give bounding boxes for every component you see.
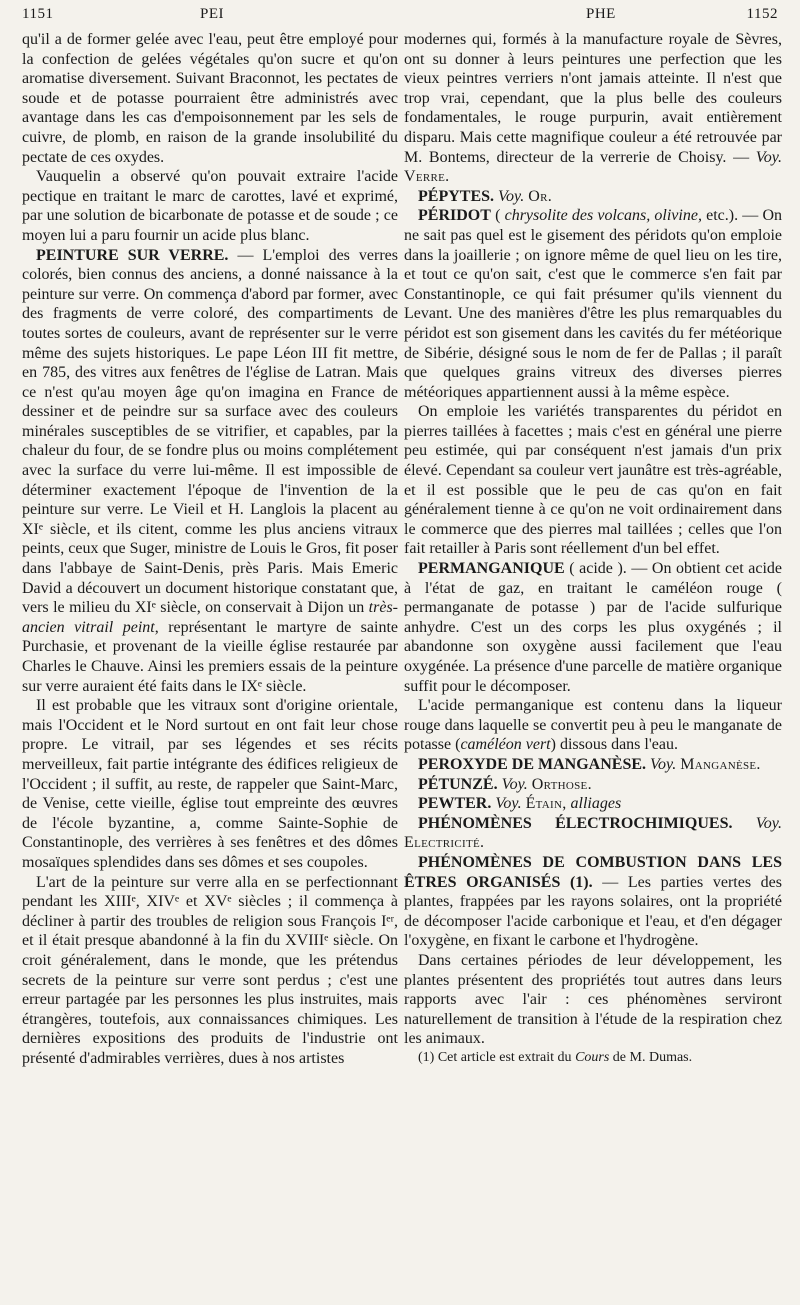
paragraph [404,951,782,1049]
left-keyword: PEI [200,6,224,22]
paragraph-text: etc.). — On ne sait pas quel est le gisement des péridots qu'on emploie dans la joaillerie ; on ignore même de quel lieu on les tire, et tout ce qu'on sait, c'est que le commerce s'en fait par Constantinople, ce qui fait présumer qu'ils viennent du Levant. Une des manières d'être les plus remarquables du péridot est son gisement dans les cavités du fer météorique de Sibérie, désigné sous le nom de fer de Pallas ; il paraît que quelques grains vitreux des diverses pierres météoriques appartiennent aussi à la même espèce. [404,207,783,401]
cross-ref-target: Manganèse. [680,755,761,773]
right-keyword: PHE [586,6,616,22]
paragraph [22,873,398,1069]
paragraph [404,30,782,187]
entry-pewter [404,794,782,814]
cross-ref-target: Étain, [525,795,567,813]
paragraph-text: Vauquelin a observé qu'on pouvait extraire l'acide pectique en traitant le marc de carottes, lavé et exprimé, par une solution de bicarbonate de potasse et de soude ; ce moyen lui a paru fournir un acide plus blanc. [22,168,398,244]
paragraph-text: L'art de la peinture sur verre alla en se perfectionnant pendant les XIIIᵉ, XIVᵉ et XVᵉ siècles ; il commença à décliner à partir des troubles de religion sous François Iᵉʳ, et il était presque abandonné à la fin du XVIIIᵉ siècle. On croit généralement, dans le monde, que les prétendus secrets de la peinture sur verre sont perdus ; c'est une erreur partagée par les personnes les plus instruites, mais étrangères, toutefois, aux connaissances chimiques. Les dernières expositions des produits de l'industrie ont présenté d'admirables verrières, dues à nos artistes [22,873,398,1067]
paragraph [22,696,398,872]
entry-peroxyde-de-manganese [404,755,782,775]
paragraph-text: — L'emploi des verres colorés, bien connus des anciens, a donné naissance à la peinture sur verre. On commença d'abord par former, avec des fragments de verre coloré, des compartiments de toutes sortes de couleurs, avant de représenter sur le verre même des sujets historiques. Le pape Léon III fit mettre, en 785, des vitres aux fenêtres de l'église de Latran. Mais ce n'est qu'au moyen âge qu'on imagina en France de dessiner et de peindre sur sa surface avec des couleurs minérales susceptibles de se vitrifier, et capables, par la chaleur du four, de se fondre plus ou moins complétement avec la surface du verre lui-même. Il est impossible de déterminer exactement l'époque de l'invention de la peinture sur verre. Le Vieil et H. Langlois la placent au XIᵉ siècle, et ils citent, comme les plus anciens vitraux peints, ceux que Suger, ministre de Louis le Gros, fit poser dans l'abbaye de Saint-Denis, près Paris. Mais Emeric David a découvert un document historique constatant que, vers le milieu du XIᵉ siècle, on conservait à Dijon un [22,246,398,617]
paragraph [404,696,782,755]
entry-phenomenes-de-combustion [404,853,782,951]
cross-ref-target: Orthose. [531,775,592,793]
entry-petunze [404,775,782,795]
entry-headword: PEWTER. [418,795,492,813]
paragraph [404,402,782,559]
cross-ref-target: Verre. [404,168,450,186]
paragraph-text: , représentant le martyre de sainte Purchasie, et provenant de la vieille église restaurée par Charles le Chauve. Ainsi les premiers essais de la peinture sur verre auraient été faits dans le IXᵉ siècle. [22,618,399,695]
entry-phenomenes-electrochimiques [404,814,782,853]
entry-pepytes [404,187,782,207]
entry-headword: PEINTURE SUR VERRE. [36,246,229,264]
cross-ref-label: Voy. [495,795,522,813]
entry-headword: PHÉNOMÈNES DE COMBUSTION DANS LES ÊTRES ORGANISÉS (1). [404,853,782,891]
paragraph-text: ( acide ). — On obtient cet acide à l'état de gaz, en traitant le caméléon rouge ( permanganate de potasse ) par de l'acide sulfurique anhydre. C'est un des corps les plus oxygénés ; il abandonne son oxygène aussi facilement que l'eau oxygénée. La présence d'une parcelle de matière organique suffit pour le décomposer. [404,560,782,695]
paragraph-text: qu'il a de former gelée avec l'eau, peut être employé pour la confection de gelées végétales qu'on sucre et qu'on aromatise diversement. Suivant Braconnot, les pectates de soude et de potasse pourraient être administrés avec avantage dans les cas d'empoisonnement par les sels de cuivre, de plomb, en raison de la grande insolubilité du pectate de ces oxydes. [22,31,398,166]
entry-peinture-sur-verre [22,246,398,697]
italic-text: caméléon vert [460,736,551,754]
cross-ref-target: Or. [528,187,553,205]
running-head [22,6,778,26]
cross-ref-label: Voy. [501,775,528,793]
italic-text: alliages [570,795,622,813]
paragraph-text: Dans certaines périodes de leur développement, les plantes présentent des propriétés tout autres dans leurs rapports avec l'air : ces phénomènes serviront naturellement de transition à l'étude de la respiration chez les animaux. [404,951,782,1048]
paragraph [22,167,398,245]
entry-headword: PÉTUNZÉ. [418,775,498,793]
entry-headword: PÉRIDOT [418,207,491,225]
paragraph-text: L'acide permanganique est contenu dans la liqueur rouge dans laquelle se convertit peu à peu le manganate de potasse ( [404,697,782,754]
right-column [404,30,782,1066]
entry-headword: PERMANGANIQUE [418,560,565,578]
paragraph-text: modernes qui, formés à la manufacture royale de Sèvres, ont su donner à leurs peintures une perfection que les vieux peintres verriers n'ont jamais atteinte. Il n'est que trop vrai, cependant, que la plus belle des couleurs fondamentales, le rouge purpurin, avait entièrement disparu. Mais cette magnifique couleur a été retrouvée par M. Bontems, directeur de la verrerie de Choisy. — [404,31,782,166]
entry-headword: PÉPYTES. [418,187,495,205]
paragraph-text: Il est probable que les vitraux sont d'origine orientale, mais l'Occident et le Nord surtout en ont fait leur chose propre. Le vitrail, par ses légendes et ses récits merveilleux, fait partie intégrante des édifices religieux de l'Occident ; il suffit, au reste, de rappeler que Saint-Marc, de Venise, cette vieille, église tout empreinte des œuvres de l'école byzantine, a, comme Sainte-Sophie de Constantinople, des verrières à ses fenêtres et des dômes mosaïques splendides dans ses dômes et ses coupoles. [22,697,398,871]
left-column [22,30,398,1068]
cross-ref-label: Voy. [650,755,677,773]
paragraph [22,30,398,167]
paragraph-text: ) dissous dans l'eau. [550,736,678,754]
paragraph-text: — Les parties vertes des plantes, frappées par les rayons solaires, ont la propriété de décomposer l'acide carbonique et l'eau, et d'en dégager l'oxygène, en fixant le carbone et l'hydrogène. [404,873,783,950]
right-page-number: 1152 [746,6,778,22]
footnote-text: de M. Dumas. [609,1049,693,1065]
entry-peridot: PÉRIDOT ( chrysolite des volcans, olivine, etc.). — On ne sait pas quel est le gisement des péridots qu'on emploie dans la joaillerie ; on ignore même de quel lieu on les tire, et tout ce qu'on sait, c'est que le commerce s'en fait par Constantinople, ce qui fait présumer qu'ils viennent du Levant. Une des manières d'être les plus remarquables du péridot est son gisement dans les cavités du fer météorique de Sibérie, désigné sous le nom de fer de Pallas ; il paraît que quelques grains vitreux des diverses pierres météoriques appartiennent aussi à la même espèce. [404,207,783,401]
cross-ref-target: Electricité. [404,834,485,852]
footnote-text: (1) Cet article est extrait du [418,1049,576,1065]
paragraph-text: On emploie les variétés transparentes du péridot en pierres taillées à facettes ; mais c'est en général une pierre peu estimée, qui par conséquent n'est jamais d'un prix élevé. Cependant sa couleur vert jaunâtre est très-agréable, et il est possible que le peu de cas qu'on en fait généralement tienne à ce qu'on ne voit ordinairement dans le commerce que des pierres mal taillées ; celles que l'on fait retailler à Paris sont réellement d'un bel effet. [404,403,782,558]
entry-headword: PHÉNOMÈNES ÉLECTROCHIMIQUES. [418,814,733,832]
footnote [404,1049,782,1066]
cross-ref-label: Voy. [498,187,525,205]
cross-ref-label: Voy. [755,814,782,832]
italic-text: très-ancien vitrail peint [22,599,398,636]
entry-permanganique [404,559,782,696]
cross-ref-label: Voy. [755,148,782,166]
left-page-number: 1151 [22,6,54,22]
italic-text: chrysolite des volcans, olivine, [504,207,702,225]
italic-text: Cours [575,1049,610,1065]
entry-headword: PEROXYDE DE MANGANÈSE. [418,755,647,773]
